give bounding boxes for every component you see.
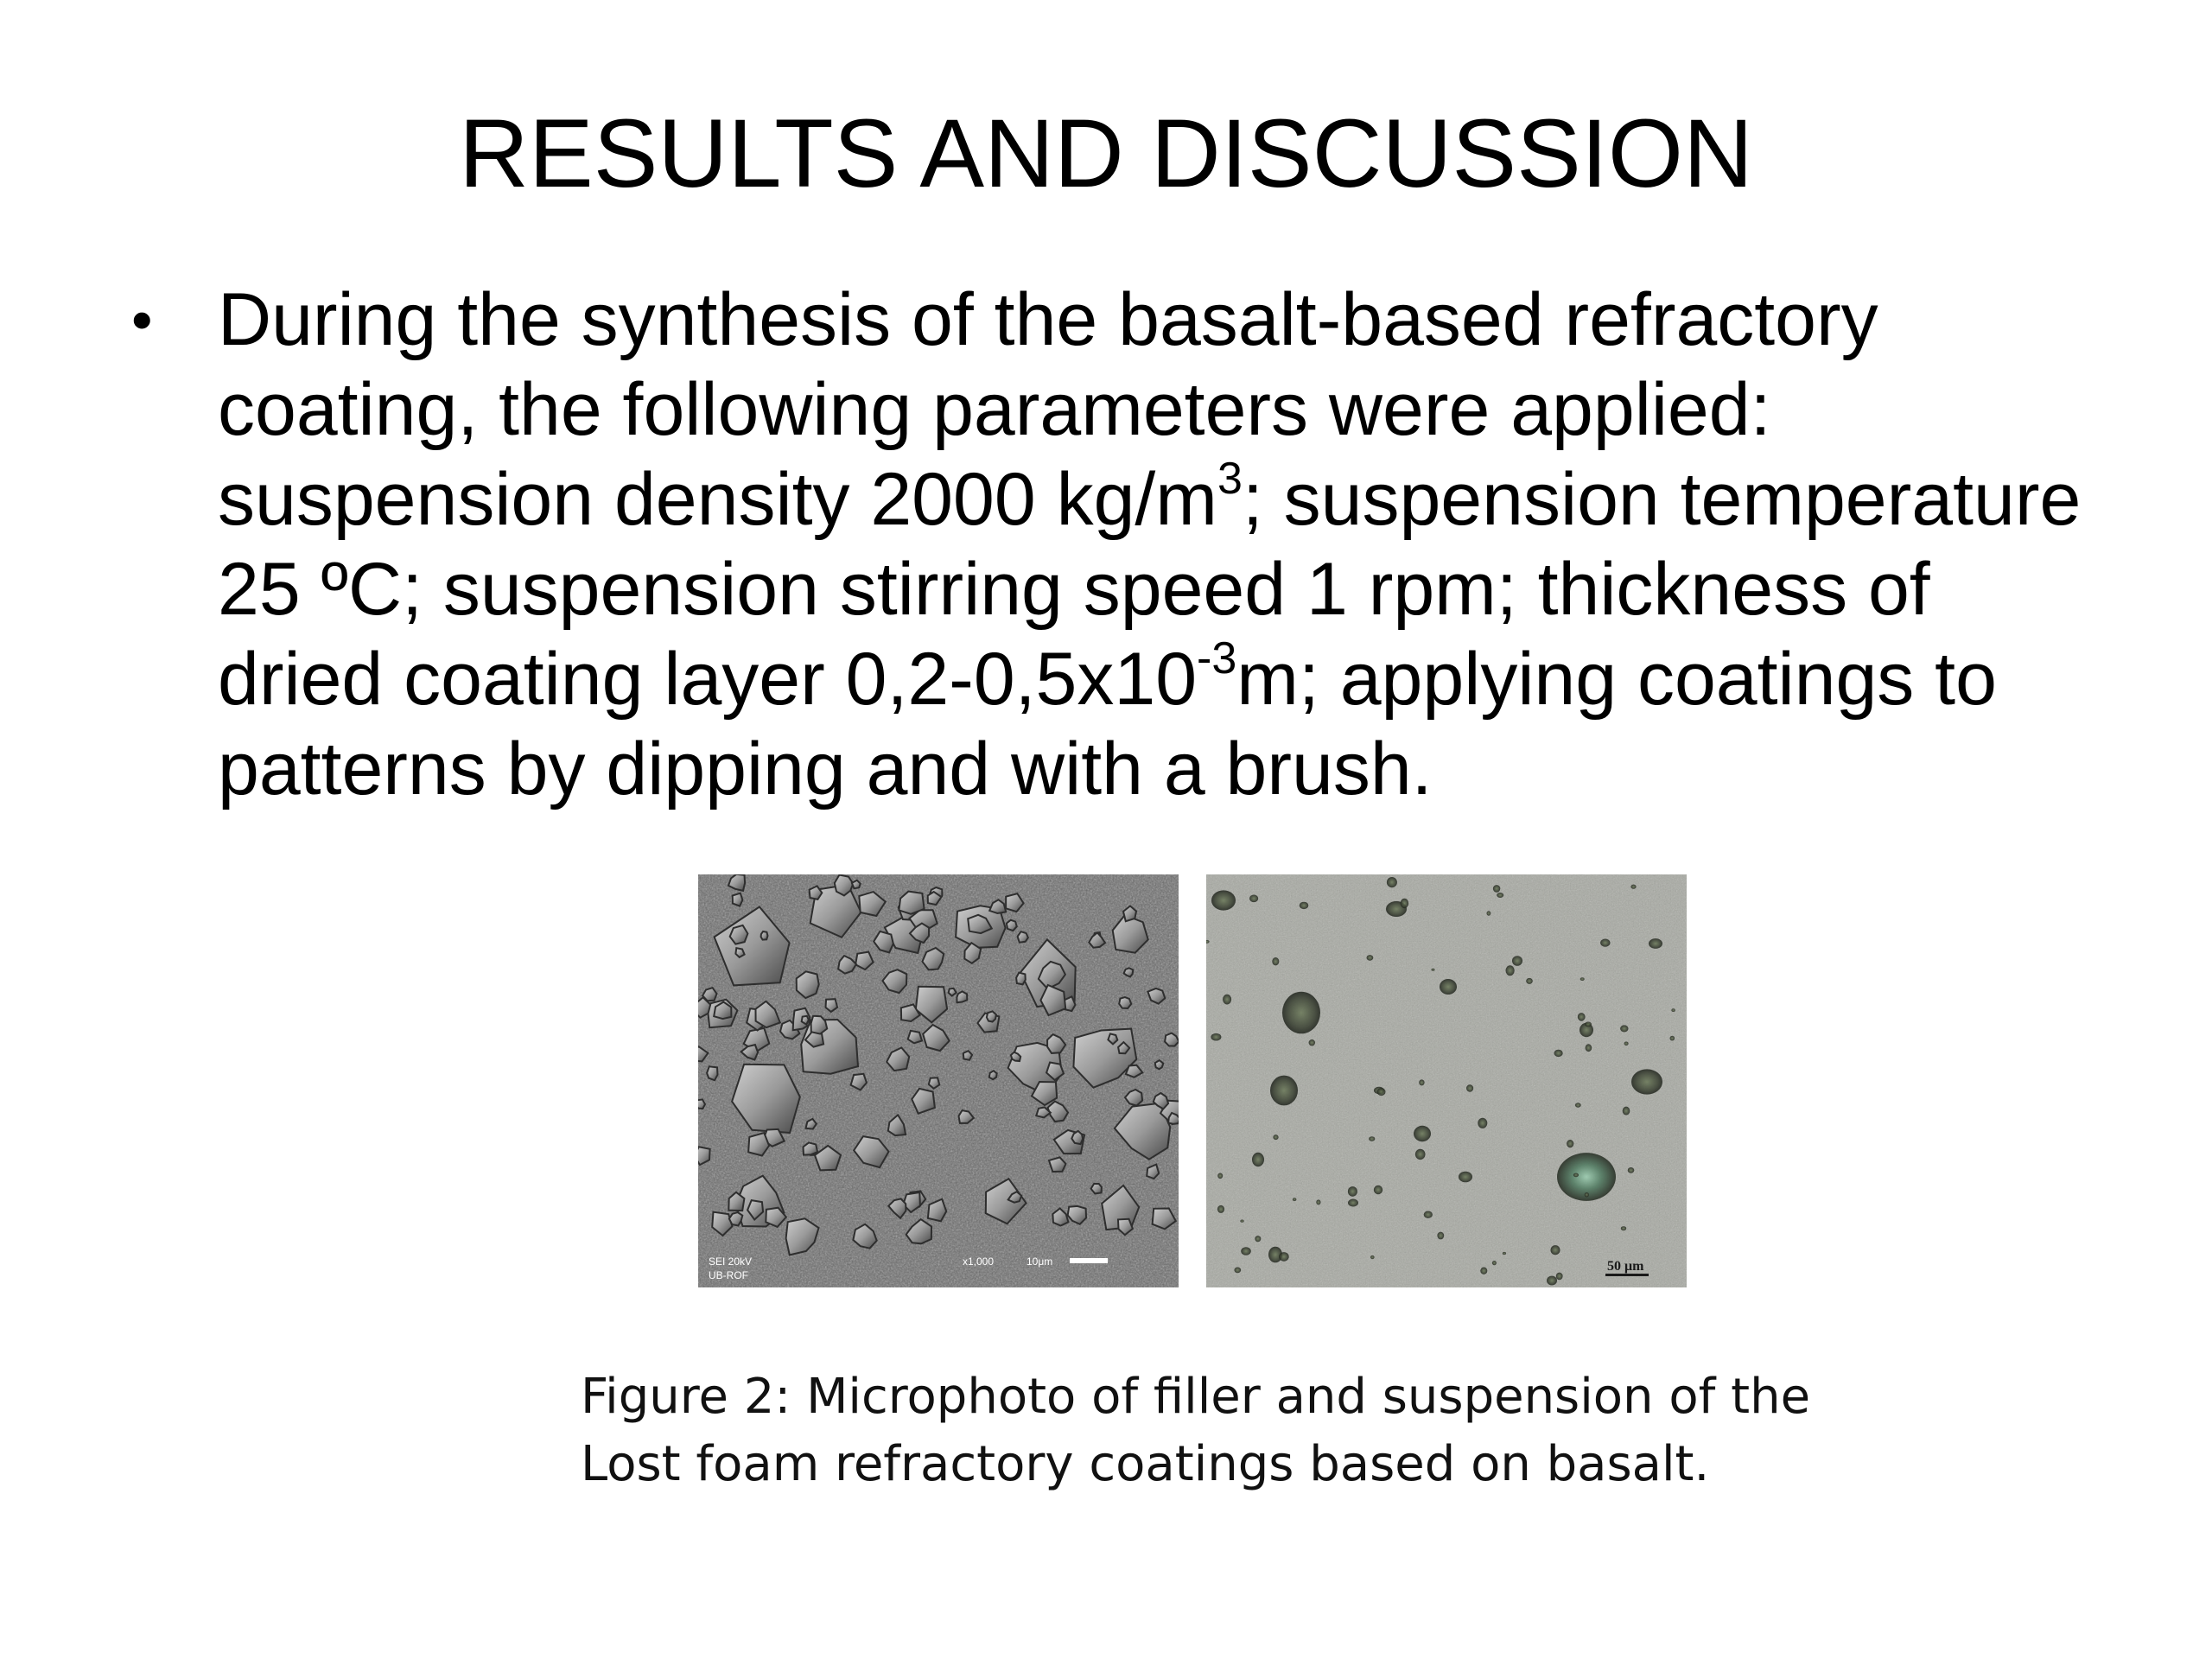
optical-grain (1580, 977, 1585, 981)
optical-grain (1387, 877, 1397, 887)
optical-grain (1424, 1211, 1433, 1218)
optical-grain (1506, 965, 1515, 976)
optical-grain (1556, 1273, 1563, 1281)
optical-grain (1240, 1220, 1243, 1223)
optical-grain (1374, 1185, 1382, 1194)
optical-grain (1551, 1245, 1560, 1255)
sem-particle (1155, 1060, 1164, 1069)
optical-grain (1671, 1008, 1675, 1012)
optical-grain (1573, 1173, 1579, 1178)
optical-grain (1623, 1107, 1630, 1116)
optical-grain (1487, 911, 1491, 915)
sem-label-lab: UB-ROF (709, 1269, 748, 1281)
optical-grain (1348, 1199, 1358, 1207)
sem-particle (1018, 931, 1028, 943)
optical-grain (1432, 969, 1435, 971)
optical-grain (1252, 1153, 1264, 1166)
optical-grain (1377, 1088, 1386, 1096)
optical-grain (1217, 1205, 1224, 1213)
optical-grain (1628, 1167, 1635, 1173)
optical-grain (1631, 1069, 1662, 1094)
optical-grain (1620, 1025, 1628, 1032)
bullet-text-part-2: ; suspension temperature 25 ºC; suspension stirring speed 1 rpm; thickness of dried coating layer 0,2-0,5x10 (218, 458, 2082, 721)
sem-particle (987, 1011, 996, 1021)
bullet-item (121, 275, 2108, 814)
optical-grain (1466, 1084, 1473, 1091)
optical-grain (1600, 939, 1610, 947)
sem-particle (1119, 997, 1131, 1008)
optical-grain (1217, 1173, 1223, 1179)
optical-grain (1630, 885, 1636, 889)
optical-grain (1293, 1198, 1296, 1201)
optical-grain (1575, 1103, 1581, 1107)
optical-grain (1440, 979, 1457, 995)
optical-grain (1270, 1076, 1298, 1106)
sem-particle (797, 971, 819, 998)
optical-grain (1282, 992, 1320, 1034)
optical-grain (1369, 1136, 1375, 1141)
optical-micrograph-suspension (1206, 874, 1687, 1287)
optical-grain (1624, 1042, 1629, 1046)
sem-particle (989, 1071, 997, 1079)
sem-particle (804, 1142, 818, 1154)
optical-grain (1367, 955, 1374, 961)
bullet-dot: • (131, 286, 153, 353)
optical-scale-bar (1605, 1274, 1649, 1276)
optical-grain (1526, 978, 1533, 984)
sem-particle (698, 1099, 705, 1109)
optical-grain (1621, 1226, 1626, 1230)
optical-grain (1492, 1261, 1497, 1265)
optical-grain (1211, 890, 1236, 910)
optical-grain (1586, 1044, 1592, 1052)
sem-scale-bar (1070, 1258, 1108, 1263)
optical-grain (1223, 995, 1231, 1005)
optical-grain (1578, 1013, 1586, 1021)
sem-label-voltage: SEI 20kV (709, 1255, 753, 1268)
optical-grain (1478, 1118, 1487, 1128)
optical-grain (1316, 1199, 1320, 1205)
optical-grain (1585, 1022, 1592, 1027)
optical-grain (1649, 938, 1662, 949)
sem-particle (730, 925, 748, 944)
sem-particle (1007, 920, 1017, 931)
optical-grain (1670, 1036, 1675, 1041)
sem-particle (852, 880, 861, 889)
sem-micrograph-filler (698, 874, 1179, 1287)
optical-grain (1401, 899, 1409, 908)
optical-grain (1459, 1172, 1472, 1183)
optical-micrograph-image (1206, 874, 1687, 1287)
optical-grain (1272, 957, 1279, 965)
optical-grain (1567, 1140, 1573, 1147)
optical-grain (1370, 1255, 1375, 1259)
optical-grain (1211, 1033, 1221, 1041)
sem-particle (733, 893, 743, 906)
optical-grain (1234, 1268, 1241, 1274)
caption-line-2: Lost foam refractory coatings based on basalt. (581, 1436, 1710, 1492)
sem-particle (908, 1031, 922, 1043)
sem-particle (707, 1066, 717, 1080)
optical-grain (1348, 1186, 1357, 1197)
sem-particle (957, 991, 967, 1002)
bullet-text-part-3: m; applying coatings to patterns by dipping and with a brush. (218, 638, 1997, 810)
optical-grain (1255, 1236, 1261, 1242)
optical-grain (1585, 1192, 1589, 1197)
slide-title: RESULTS AND DISCUSSION (459, 99, 1753, 207)
sem-label-scale: 10μm (1027, 1255, 1053, 1268)
optical-grain (1249, 895, 1258, 903)
optical-grain (1300, 902, 1309, 909)
optical-grain (1279, 1252, 1289, 1262)
sem-particle (761, 931, 768, 940)
superscript-exponent: -3 (1197, 633, 1237, 684)
optical-grain (1503, 1252, 1506, 1255)
optical-grain (1273, 1135, 1278, 1140)
sem-particle (1016, 973, 1026, 985)
sem-particle (735, 948, 744, 957)
sem-particle (1168, 1113, 1179, 1124)
optical-grain (1493, 885, 1500, 893)
bullet-text-part-1: During the synthesis of the basalt-based refractory coating, the following parameters were applied: suspension density 2000 kg/m (218, 278, 1878, 541)
optical-grain (1241, 1247, 1251, 1255)
sem-micrograph-image (698, 874, 1179, 1287)
figure-caption (581, 1363, 1877, 1498)
optical-label-scale: 50 μm (1607, 1259, 1644, 1274)
sem-label-magnification: x1,000 (963, 1255, 995, 1268)
optical-grain (1419, 1079, 1424, 1085)
optical-grain (1554, 1050, 1563, 1057)
caption-line-1: Figure 2: Microphoto of filler and suspension of the (581, 1369, 1811, 1425)
optical-grain (1415, 1149, 1426, 1160)
bullet-text (218, 275, 2101, 814)
optical-grain (1480, 1268, 1487, 1274)
optical-grain (1437, 1232, 1444, 1240)
bullet-list (121, 275, 2108, 814)
superscript-cubed: 3 (1217, 454, 1243, 505)
optical-grain (1414, 1126, 1431, 1141)
optical-grain (1547, 1276, 1557, 1286)
optical-grain (1309, 1039, 1315, 1046)
optical-grain (1512, 956, 1522, 966)
optical-grain (1497, 893, 1503, 898)
